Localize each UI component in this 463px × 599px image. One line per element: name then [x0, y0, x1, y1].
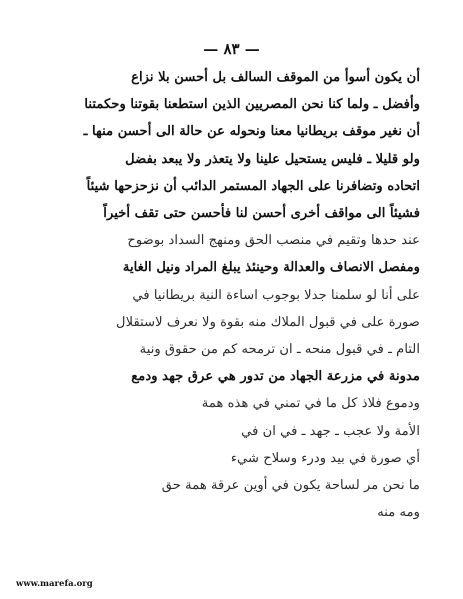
- text-line: التام ـ في قبول منحه ـ ان ترمحه كم من حقوق ونية: [139, 342, 420, 358]
- text-line: ولو قليلا ـ فليس يستحيل علينا ولا يتعذر ولا يبعد بفضل: [125, 151, 420, 167]
- text-line: ومه منه: [377, 505, 420, 521]
- text-line: اتحاده وتضافرنا على الجهاد المستمر الدائب أن نزحزحها شيئاً: [86, 178, 420, 194]
- page-number: — ٨٣ —: [203, 40, 260, 58]
- text-line: ودموع فلاذ كل ما في تمني في هذه همة: [201, 396, 420, 412]
- text-line: أي صورة في بيد ودرء وسلاح شيء: [230, 450, 420, 466]
- body-text: [48, 64, 420, 526]
- footer-url: www.marefa.org: [16, 579, 93, 589]
- text-line: مدونة في مزرعة الجهاد من تدور هي عرق جهد ودمع: [131, 369, 420, 385]
- text-line: ومفصل الانصاف والعدالة وحينئذ يبلغ المراد ونيل الغاية: [122, 260, 420, 276]
- text-line: الأمة ولا عجب ـ جهد ـ في ان في: [241, 423, 420, 439]
- text-line: أن نغير موقف بريطانيا معنا ونحوله عن حالة الى أحسن منها ـ: [83, 124, 420, 140]
- text-line: على أنا لو سلمنا جدلا بوجوب اساءة النية بريطانيا في: [132, 287, 420, 303]
- text-line: عند حدها وتقيم في منصب الحق ومنهج السداد بوضوح: [127, 233, 420, 249]
- text-line: فشيئاً الى مواقف أخرى أحسن لنا فأحسن حتى تقف أخيراً: [103, 206, 420, 222]
- text-line: وأفضل ـ ولما كنا نحن المصريين الذين استطعنا بقوتنا وحكمتنا: [84, 97, 420, 113]
- text-line: صورة على في قبول الملاك منه بقوة ولا نعرف لاستقلال: [116, 314, 420, 330]
- text-line: أن يكون أسوأ من الموقف السالف بل أحسن بلا نزاع: [131, 70, 420, 85]
- text-line: ما نحن مر لساحة يكون في أوين عرقة همة حق: [161, 478, 420, 494]
